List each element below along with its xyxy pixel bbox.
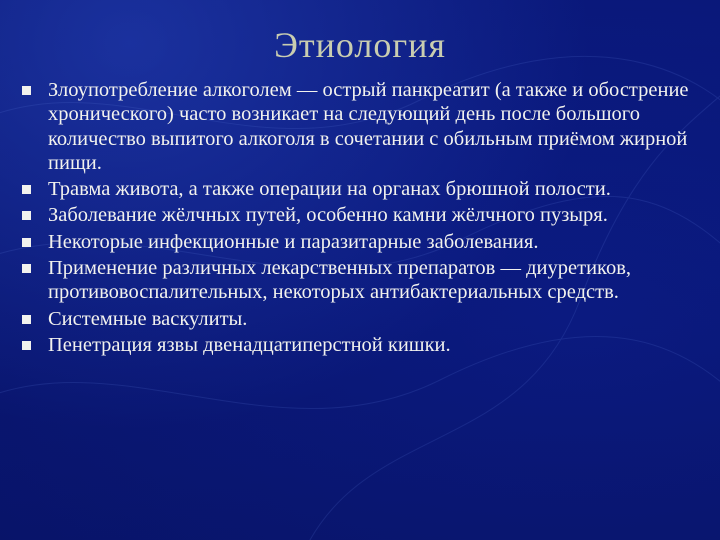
bullet-text: Травма живота, а также операции на органах брюшной полости.	[48, 178, 611, 201]
bullet-text: Системные васкулиты.	[48, 307, 248, 330]
bullet-item	[20, 203, 710, 227]
bullet-item	[20, 256, 710, 305]
bullet-text: Заболевание жёлчных путей, особенно камни жёлчного пузыря.	[48, 204, 608, 227]
bullet-item	[20, 177, 710, 201]
bullet-text: Пенетрация язвы двенадцатиперстной кишки.	[48, 333, 451, 356]
bullet-text: Злоупотребление алкоголем — острый панкреатит (а также и обострение хронического) часто возникает на следующий день после большого количество выпитого алкоголя в сочетании с обильным приёмом жирной пищи.	[48, 79, 689, 174]
square-bullet-icon	[22, 315, 31, 324]
bullet-item	[20, 307, 710, 331]
bullet-item	[20, 78, 710, 175]
bullet-list	[20, 78, 710, 359]
bullet-text: Применение различных лекарственных препаратов — диуретиков, противовоспалительных, некоторых антибактериальных средств.	[48, 257, 632, 304]
bullet-text: Некоторые инфекционные и паразитарные заболевания.	[48, 230, 539, 253]
slide-title: Этиология	[274, 25, 446, 65]
square-bullet-icon	[22, 341, 31, 350]
square-bullet-icon	[22, 238, 31, 247]
bullet-item	[20, 333, 710, 357]
square-bullet-icon	[22, 86, 31, 95]
square-bullet-icon	[22, 211, 31, 220]
square-bullet-icon	[22, 264, 31, 273]
bullet-item	[20, 230, 710, 254]
square-bullet-icon	[22, 185, 31, 194]
